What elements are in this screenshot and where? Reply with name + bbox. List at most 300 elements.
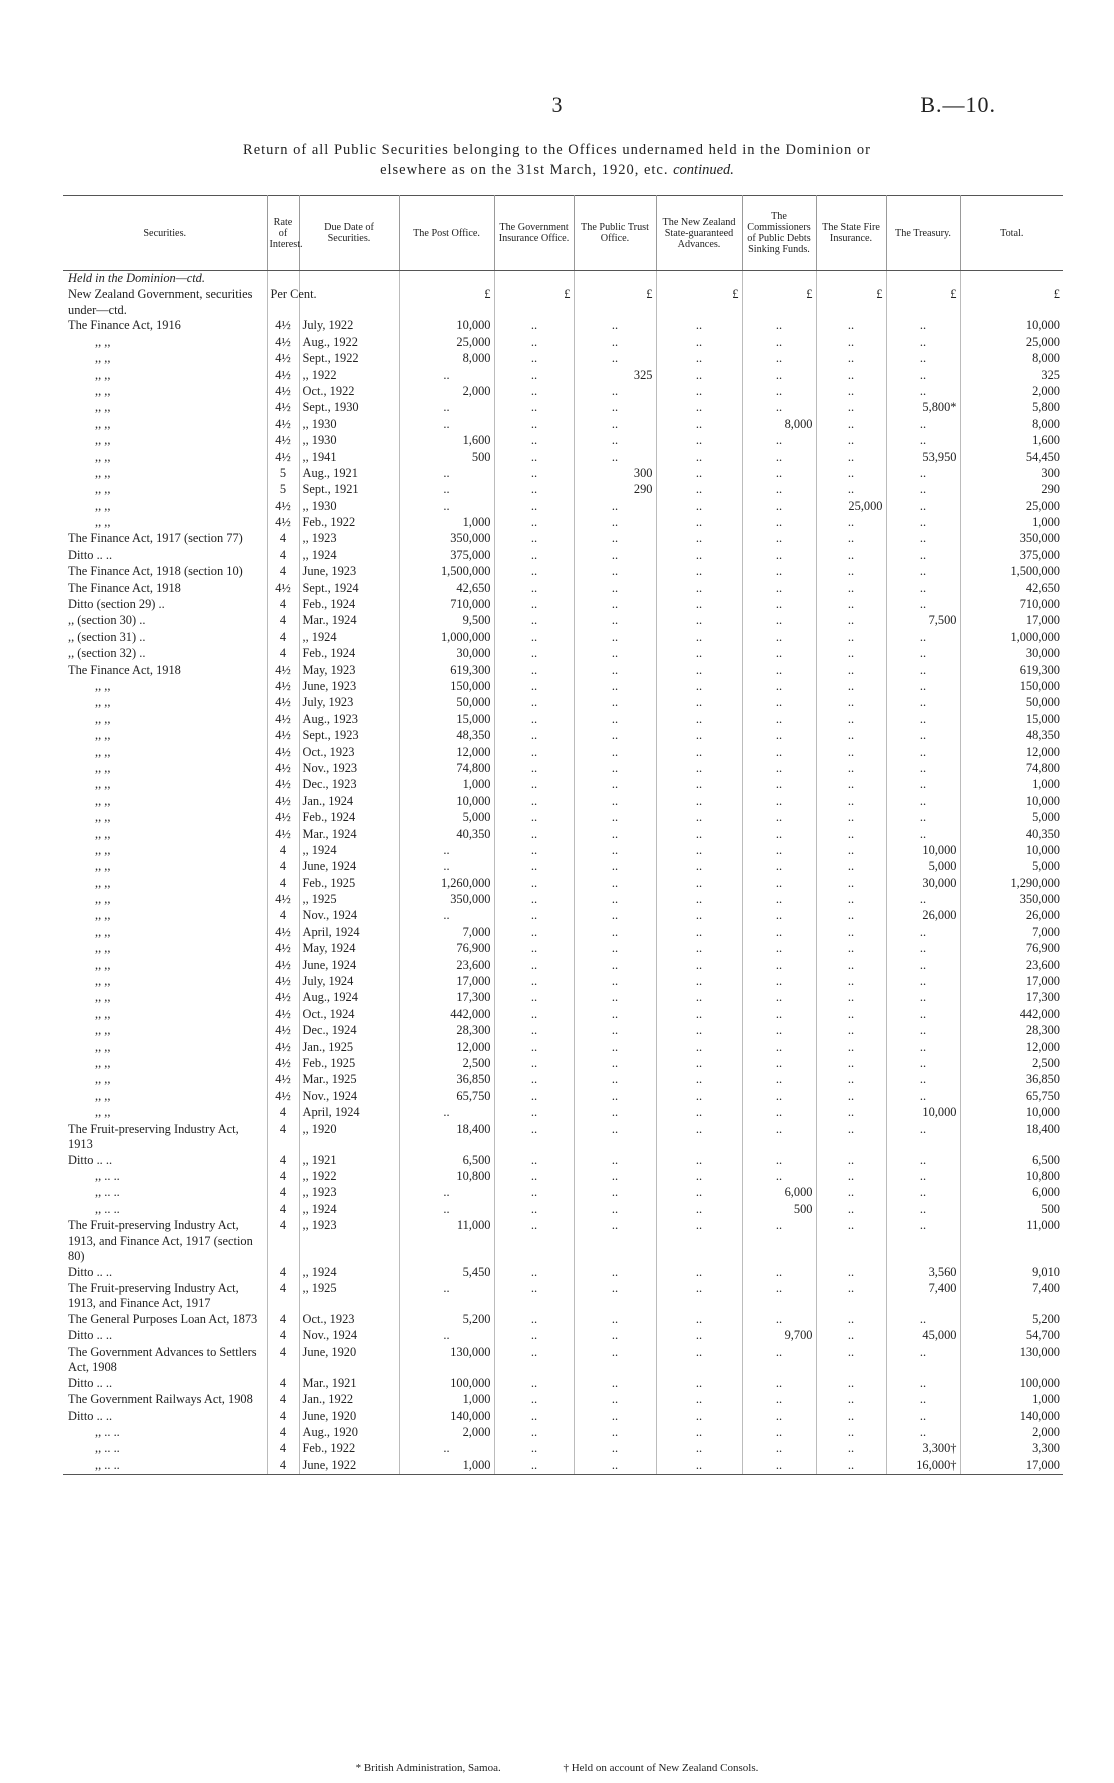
- amount-cell: ..: [816, 531, 886, 547]
- amount-cell: ..: [816, 958, 886, 974]
- amount-cell: ..: [494, 679, 574, 695]
- amount-cell: ..: [656, 564, 742, 580]
- amount-cell: ..: [574, 1040, 656, 1056]
- amount-cell: 290: [574, 482, 656, 498]
- total-cell: 6,500: [1032, 1152, 1060, 1167]
- amount-cell: 36,850: [399, 1072, 494, 1088]
- amount-cell: ..: [574, 892, 656, 908]
- amount-cell: ..: [656, 417, 742, 433]
- amount-cell: ..: [494, 1458, 574, 1475]
- amount-cell: 7,500: [886, 613, 960, 629]
- security-name-cell: ,, (section 31) ..: [63, 630, 267, 646]
- due-date-cell: ,, 1920: [299, 1122, 399, 1153]
- amount-cell: ..: [574, 1023, 656, 1039]
- interest-rate-cell: 4: [267, 1425, 299, 1441]
- amount-cell: ..: [816, 482, 886, 498]
- total-cell: 10,800: [1025, 1168, 1060, 1183]
- amount-cell: ..: [494, 990, 574, 1006]
- total-cell: 1,000: [1032, 1392, 1060, 1407]
- total-cell: 36,850: [1025, 1072, 1060, 1087]
- amount-cell: ..: [742, 1072, 816, 1088]
- total-cell: 1,000: [1032, 777, 1060, 792]
- amount-cell: ..: [656, 630, 742, 646]
- amount-cell: ..: [656, 990, 742, 1006]
- table-row: [63, 1218, 1063, 1265]
- total-cell: 30,000: [1025, 646, 1060, 661]
- security-name-cell: ,, ,,: [63, 1007, 267, 1023]
- amount-cell: ..: [816, 548, 886, 564]
- amount-cell: ..: [742, 1040, 816, 1056]
- amount-cell: ..: [656, 384, 742, 400]
- table-row: [63, 1265, 1063, 1281]
- amount-cell: ..: [886, 1122, 960, 1153]
- amount-cell: ..: [816, 925, 886, 941]
- security-name-cell: Ditto .. ..: [63, 548, 267, 564]
- amount-cell: ..: [574, 695, 656, 711]
- total-cell: 5,800: [1032, 400, 1060, 415]
- amount-cell: ..: [656, 1023, 742, 1039]
- amount-cell: ..: [816, 777, 886, 793]
- amount-cell: ..: [886, 351, 960, 367]
- amount-cell: ..: [656, 1105, 742, 1121]
- interest-rate-cell: 4: [267, 1392, 299, 1408]
- amount-cell: 7,400: [886, 1281, 960, 1312]
- amount-cell: ..: [742, 859, 816, 875]
- amount-cell: ..: [886, 941, 960, 957]
- amount-cell: ..: [656, 810, 742, 826]
- amount-cell: ..: [742, 515, 816, 531]
- table-row: [63, 581, 1063, 597]
- amount-cell: ..: [816, 613, 886, 629]
- amount-cell: [742, 271, 816, 288]
- interest-rate-cell: 4½: [267, 712, 299, 728]
- due-date-cell: ,, 1924: [299, 548, 399, 564]
- interest-rate-cell: 4½: [267, 400, 299, 416]
- total-cell: 42,650: [1025, 580, 1060, 595]
- amount-cell: 442,000: [399, 1007, 494, 1023]
- amount-cell: ..: [656, 318, 742, 334]
- amount-cell: 7,000: [399, 925, 494, 941]
- amount-cell: ..: [494, 794, 574, 810]
- amount-cell: ..: [742, 876, 816, 892]
- amount-cell: ..: [574, 1265, 656, 1281]
- security-name-cell: ,, ,,: [63, 1089, 267, 1105]
- amount-cell: ..: [574, 1089, 656, 1105]
- amount-cell: ..: [886, 1202, 960, 1218]
- amount-cell: ..: [574, 335, 656, 351]
- amount-cell: 3,560: [886, 1265, 960, 1281]
- amount-cell: ..: [574, 433, 656, 449]
- interest-rate-cell: 4½: [267, 990, 299, 1006]
- amount-cell: ..: [494, 974, 574, 990]
- amount-cell: 45,000: [886, 1328, 960, 1344]
- interest-rate-cell: 4½: [267, 581, 299, 597]
- security-name-cell: ,, ,,: [63, 958, 267, 974]
- interest-rate-cell: 4: [267, 1345, 299, 1376]
- amount-cell: 5,450: [399, 1265, 494, 1281]
- amount-cell: [494, 271, 574, 288]
- amount-cell: 23,600: [399, 958, 494, 974]
- amount-cell: ..: [742, 1281, 816, 1312]
- security-name-cell: ,, ,,: [63, 499, 267, 515]
- due-date-cell: June, 1924: [299, 859, 399, 875]
- column-header: Rate of Interest.: [267, 196, 299, 271]
- amount-cell: ..: [816, 761, 886, 777]
- security-name-cell: ,, ,,: [63, 794, 267, 810]
- title-line-1: Return of all Public Securities belonging to the Offices undernamed held in the Dominion or: [243, 142, 871, 158]
- amount-cell: ..: [816, 1312, 886, 1328]
- table-row: [63, 1425, 1063, 1441]
- amount-cell: ..: [574, 794, 656, 810]
- interest-rate-cell: 4: [267, 876, 299, 892]
- amount-cell: ..: [574, 679, 656, 695]
- amount-cell: ..: [656, 1169, 742, 1185]
- amount-cell: ..: [742, 1153, 816, 1169]
- amount-cell: ..: [494, 728, 574, 744]
- table-row: [63, 1441, 1063, 1457]
- amount-cell: 5,200: [399, 1312, 494, 1328]
- amount-cell: 50,000: [399, 695, 494, 711]
- column-header: The Treasury.: [886, 196, 960, 271]
- amount-cell: 1,000: [399, 1458, 494, 1475]
- total-cell: 1,000,000: [1010, 629, 1060, 644]
- amount-cell: ..: [494, 1202, 574, 1218]
- security-name-cell: ,, ,,: [63, 679, 267, 695]
- due-date-cell: ,, 1922: [299, 1169, 399, 1185]
- amount-cell: ..: [656, 941, 742, 957]
- due-date-cell: Oct., 1924: [299, 1007, 399, 1023]
- amount-cell: ..: [742, 466, 816, 482]
- amount-cell: ..: [816, 695, 886, 711]
- security-name-cell: ,, .. ..: [63, 1185, 267, 1201]
- security-name-cell: The Government Railways Act, 1908: [63, 1392, 267, 1408]
- total-cell: 2,500: [1032, 1055, 1060, 1070]
- table-row: [63, 499, 1063, 515]
- amount-cell: ..: [742, 646, 816, 662]
- table-row: [63, 827, 1063, 843]
- amount-cell: ..: [886, 630, 960, 646]
- interest-rate-cell: 4½: [267, 433, 299, 449]
- column-header: The State Fire Insurance.: [816, 196, 886, 271]
- total-cell: 442,000: [1019, 1006, 1060, 1021]
- amount-cell: ..: [742, 728, 816, 744]
- total-cell: 1,000: [1032, 515, 1060, 530]
- amount-cell: ..: [656, 827, 742, 843]
- total-cell: 7,000: [1032, 924, 1060, 939]
- security-name-cell: ,, .. ..: [63, 1202, 267, 1218]
- table-row: [63, 646, 1063, 662]
- interest-rate-cell: 5: [267, 466, 299, 482]
- amount-cell: ..: [574, 745, 656, 761]
- table-row: [63, 712, 1063, 728]
- interest-rate-cell: [267, 271, 299, 288]
- due-date-cell: Aug., 1924: [299, 990, 399, 1006]
- amount-cell: 16,000†: [886, 1458, 960, 1475]
- due-date-cell: ,, 1925: [299, 892, 399, 908]
- amount-cell: ..: [742, 1441, 816, 1457]
- amount-cell: ..: [886, 745, 960, 761]
- due-date-cell: Feb., 1925: [299, 1056, 399, 1072]
- table-row: [63, 1023, 1063, 1039]
- amount-cell: ..: [399, 1441, 494, 1457]
- amount-cell: ..: [494, 482, 574, 498]
- amount-cell: ..: [656, 1072, 742, 1088]
- amount-cell: 9,700: [742, 1328, 816, 1344]
- amount-cell: ..: [574, 515, 656, 531]
- amount-cell: ..: [574, 1122, 656, 1153]
- interest-rate-cell: Per Cent.: [267, 287, 299, 318]
- due-date-cell: Sept., 1923: [299, 728, 399, 744]
- amount-cell: ..: [742, 1007, 816, 1023]
- total-cell: 1,600: [1032, 433, 1060, 448]
- amount-cell: ..: [574, 581, 656, 597]
- total-cell: 65,750: [1025, 1088, 1060, 1103]
- due-date-cell: Oct., 1923: [299, 1312, 399, 1328]
- interest-rate-cell: 4: [267, 1376, 299, 1392]
- table-row: [63, 777, 1063, 793]
- due-date-cell: July, 1923: [299, 695, 399, 711]
- amount-cell: 48,350: [399, 728, 494, 744]
- total-cell: 2,000: [1032, 383, 1060, 398]
- interest-rate-cell: 4½: [267, 318, 299, 334]
- amount-cell: ..: [816, 728, 886, 744]
- due-date-cell: ,, 1923: [299, 531, 399, 547]
- amount-cell: ..: [574, 1409, 656, 1425]
- interest-rate-cell: 4: [267, 1265, 299, 1281]
- amount-cell: ..: [886, 1409, 960, 1425]
- amount-cell: ..: [816, 417, 886, 433]
- total-cell: 48,350: [1025, 728, 1060, 743]
- amount-cell: ..: [816, 859, 886, 875]
- amount-cell: ..: [886, 548, 960, 564]
- amount-cell: ..: [494, 1122, 574, 1153]
- due-date-cell: ,, 1930: [299, 499, 399, 515]
- amount-cell: ..: [816, 318, 886, 334]
- amount-cell: ..: [494, 384, 574, 400]
- amount-cell: ..: [494, 843, 574, 859]
- amount-cell: ..: [886, 1056, 960, 1072]
- interest-rate-cell: 4½: [267, 728, 299, 744]
- amount-cell: ..: [886, 531, 960, 547]
- table-row: [63, 1281, 1063, 1312]
- interest-rate-cell: 4½: [267, 417, 299, 433]
- amount-cell: ..: [742, 1218, 816, 1265]
- table-row: [63, 351, 1063, 367]
- amount-cell: ..: [494, 958, 574, 974]
- amount-cell: ..: [816, 515, 886, 531]
- amount-cell: ..: [494, 745, 574, 761]
- security-name-cell: ,, .. ..: [63, 1441, 267, 1457]
- amount-cell: ..: [494, 466, 574, 482]
- amount-cell: ..: [494, 1328, 574, 1344]
- column-header: The Public Trust Office.: [574, 196, 656, 271]
- amount-cell: ..: [574, 974, 656, 990]
- table-title: [40, 140, 1074, 180]
- amount-cell: 1,500,000: [399, 564, 494, 580]
- due-date-cell: July, 1924: [299, 974, 399, 990]
- security-name-cell: ,, ,,: [63, 384, 267, 400]
- due-date-cell: Aug., 1921: [299, 466, 399, 482]
- amount-cell: ..: [494, 400, 574, 416]
- security-name-cell: ,, .. ..: [63, 1458, 267, 1475]
- amount-cell: ..: [886, 466, 960, 482]
- table-row: [63, 908, 1063, 924]
- interest-rate-cell: 4½: [267, 794, 299, 810]
- amount-cell: 619,300: [399, 663, 494, 679]
- amount-cell: ..: [886, 1218, 960, 1265]
- table-row: [63, 1040, 1063, 1056]
- column-header: The Government Insurance Office.: [494, 196, 574, 271]
- amount-cell: ..: [816, 827, 886, 843]
- page-number: 3: [551, 92, 563, 117]
- amount-cell: ..: [886, 1376, 960, 1392]
- amount-cell: [816, 271, 886, 288]
- security-name-cell: ,, ,,: [63, 712, 267, 728]
- amount-cell: 11,000: [399, 1218, 494, 1265]
- amount-cell: ..: [816, 1218, 886, 1265]
- amount-cell: ..: [656, 843, 742, 859]
- amount-cell: ..: [742, 827, 816, 843]
- amount-cell: ..: [742, 712, 816, 728]
- interest-rate-cell: 4½: [267, 351, 299, 367]
- amount-cell: ..: [816, 1185, 886, 1201]
- table-body: [63, 271, 1063, 1475]
- table-row: [63, 433, 1063, 449]
- amount-cell: ..: [886, 892, 960, 908]
- total-cell: 25,000: [1025, 498, 1060, 513]
- amount-cell: ..: [494, 908, 574, 924]
- amount-cell: ..: [574, 728, 656, 744]
- security-name-cell: The General Purposes Loan Act, 1873: [63, 1312, 267, 1328]
- due-date-cell: Jan., 1924: [299, 794, 399, 810]
- amount-cell: ..: [494, 1441, 574, 1457]
- amount-cell: 5,000: [399, 810, 494, 826]
- amount-cell: ..: [574, 318, 656, 334]
- amount-cell: ..: [494, 548, 574, 564]
- amount-cell: ..: [742, 761, 816, 777]
- amount-cell: ..: [742, 941, 816, 957]
- total-cell: 28,300: [1025, 1023, 1060, 1038]
- amount-cell: ..: [494, 1345, 574, 1376]
- amount-cell: 15,000: [399, 712, 494, 728]
- amount-cell: ..: [816, 1265, 886, 1281]
- amount-cell: ..: [494, 1425, 574, 1441]
- due-date-cell: Feb., 1925: [299, 876, 399, 892]
- security-name-cell: ,, ,,: [63, 335, 267, 351]
- amount-cell: ..: [494, 351, 574, 367]
- amount-cell: 1,000: [399, 515, 494, 531]
- amount-cell: ..: [574, 400, 656, 416]
- due-date-cell: Aug., 1923: [299, 712, 399, 728]
- security-name-cell: ,, ,,: [63, 761, 267, 777]
- table-row: [63, 515, 1063, 531]
- amount-cell: 10,000: [399, 794, 494, 810]
- amount-cell: ..: [656, 925, 742, 941]
- security-name-cell: ,, ,,: [63, 482, 267, 498]
- due-date-cell: Sept., 1922: [299, 351, 399, 367]
- amount-cell: 350,000: [399, 531, 494, 547]
- interest-rate-cell: 4: [267, 1153, 299, 1169]
- column-header: Total.: [960, 196, 1063, 271]
- amount-cell: ..: [742, 613, 816, 629]
- total-cell: 11,000: [1026, 1218, 1060, 1233]
- table-row: [63, 1202, 1063, 1218]
- due-date-cell: Sept., 1924: [299, 581, 399, 597]
- amount-cell: ..: [656, 679, 742, 695]
- amount-cell: 30,000: [886, 876, 960, 892]
- security-name-cell: ,, ,,: [63, 1023, 267, 1039]
- due-date-cell: May, 1924: [299, 941, 399, 957]
- security-name-cell: New Zealand Government, securities under—ctd.: [63, 287, 267, 318]
- total-cell: 17,000: [1025, 613, 1060, 628]
- amount-cell: ..: [656, 1007, 742, 1023]
- amount-cell: 100,000: [399, 1376, 494, 1392]
- amount-cell: ..: [656, 613, 742, 629]
- column-header: The Commissioners of Public Debts Sinking Funds.: [742, 196, 816, 271]
- interest-rate-cell: 4: [267, 1122, 299, 1153]
- due-date-cell: June, 1922: [299, 1458, 399, 1475]
- total-cell: 12,000: [1025, 1039, 1060, 1054]
- amount-cell: 30,000: [399, 646, 494, 662]
- due-date-cell: Oct., 1923: [299, 745, 399, 761]
- amount-cell: ..: [886, 827, 960, 843]
- amount-cell: ..: [494, 1089, 574, 1105]
- amount-cell: ..: [574, 613, 656, 629]
- table-row: [63, 417, 1063, 433]
- amount-cell: ..: [494, 941, 574, 957]
- amount-cell: ..: [742, 810, 816, 826]
- amount-cell: ..: [574, 712, 656, 728]
- total-cell: £: [1053, 287, 1060, 302]
- amount-cell: ..: [656, 958, 742, 974]
- due-date-cell: Nov., 1923: [299, 761, 399, 777]
- amount-cell: 6,500: [399, 1153, 494, 1169]
- amount-cell: ..: [816, 384, 886, 400]
- amount-cell: 500: [399, 450, 494, 466]
- security-name-cell: Held in the Dominion—ctd.: [63, 271, 267, 288]
- amount-cell: ..: [742, 368, 816, 384]
- security-name-cell: ,, ,,: [63, 843, 267, 859]
- amount-cell: ..: [742, 1345, 816, 1376]
- amount-cell: ..: [816, 908, 886, 924]
- amount-cell: ..: [494, 663, 574, 679]
- amount-cell: 1,600: [399, 433, 494, 449]
- amount-cell: ..: [494, 1056, 574, 1072]
- due-date-cell: Feb., 1924: [299, 597, 399, 613]
- table-row: [63, 1185, 1063, 1201]
- amount-cell: ..: [574, 843, 656, 859]
- interest-rate-cell: 4½: [267, 663, 299, 679]
- due-date-cell: Sept., 1930: [299, 400, 399, 416]
- table-row: [63, 613, 1063, 629]
- table-row: [63, 597, 1063, 613]
- amount-cell: ..: [816, 1089, 886, 1105]
- security-name-cell: Ditto .. ..: [63, 1153, 267, 1169]
- total-cell: 6,000: [1032, 1185, 1060, 1200]
- amount-cell: ..: [886, 974, 960, 990]
- security-name-cell: ,, .. ..: [63, 1425, 267, 1441]
- table-row: [63, 318, 1063, 334]
- amount-cell: ..: [816, 335, 886, 351]
- total-cell: 50,000: [1025, 695, 1060, 710]
- column-header: Due Date of Securities.: [299, 196, 399, 271]
- security-name-cell: ,, ,,: [63, 974, 267, 990]
- amount-cell: 10,000: [399, 318, 494, 334]
- amount-cell: ..: [574, 1153, 656, 1169]
- amount-cell: ..: [742, 581, 816, 597]
- security-name-cell: ,, ,,: [63, 1072, 267, 1088]
- amount-cell: ..: [494, 925, 574, 941]
